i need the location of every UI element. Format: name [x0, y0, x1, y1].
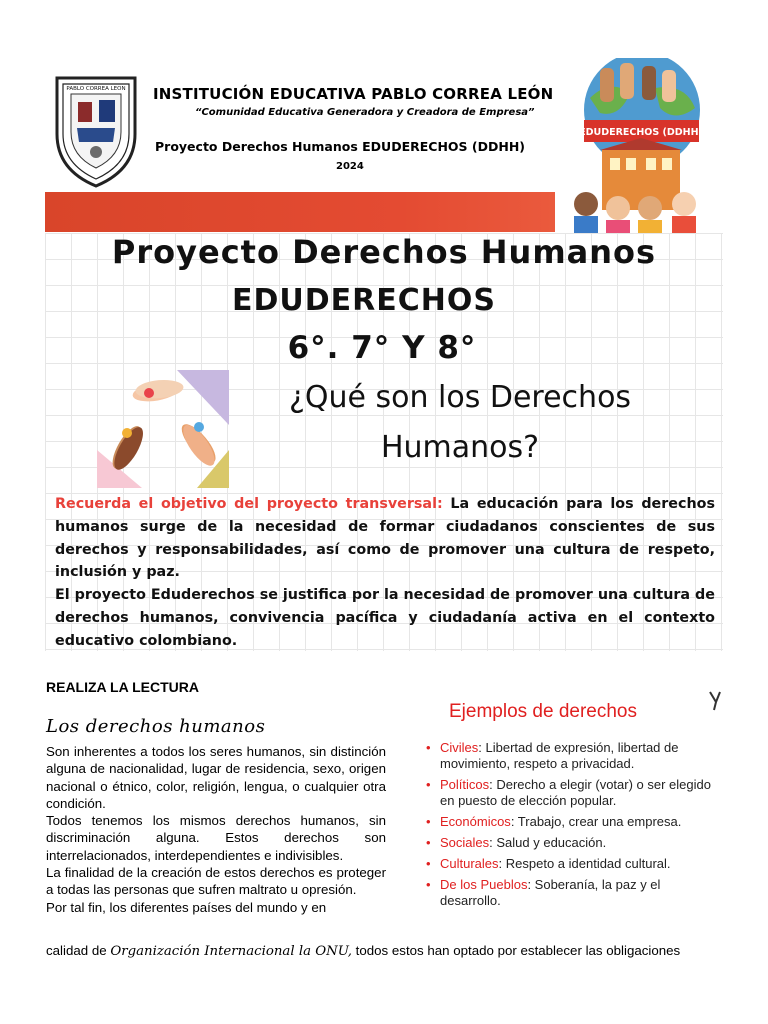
main-title-line-1: Proyecto Derechos Humanos	[111, 233, 657, 271]
project-objective	[55, 493, 715, 653]
bullet-icon: •	[426, 835, 431, 850]
reading-paragraph-1: Son inherentes a todos los seres humanos, sin distinción alguna de nacionalidad, lugar de residencia, sexo, origen nacional o étnico, color, religión, lengua, o cualquier otra condición.	[46, 744, 386, 811]
grid-section	[45, 233, 723, 651]
svg-text:PABLO CORREA LEON: PABLO CORREA LEON	[66, 86, 126, 92]
institution-name: INSTITUCIÓN EDUCATIVA PABLO CORREA LEÓN	[153, 85, 554, 103]
list-item	[424, 835, 724, 851]
example-text: : Respeto a identidad cultural.	[498, 856, 671, 871]
reading-heading: REALIZA LA LECTURA	[46, 679, 199, 695]
organization-name: Organización Internacional la ONU,	[110, 944, 352, 959]
final-line-end: todos estos han optado por establecer las obligaciones	[351, 943, 681, 958]
project-name: Proyecto Derechos Humanos EDUDERECHOS (DDHH)	[155, 139, 526, 154]
diverse-hands-circle-image	[97, 370, 229, 488]
reading-body	[46, 743, 386, 916]
list-item	[424, 814, 724, 830]
bullet-icon: •	[426, 877, 431, 892]
final-line-start: calidad de	[46, 943, 111, 958]
example-category: Económicos	[440, 814, 511, 829]
institution-motto: “Comunidad Educativa Generadora y Creadora de Empresa”	[195, 107, 535, 118]
list-item	[424, 740, 724, 772]
example-text: : Trabajo, crear una empresa.	[510, 814, 682, 829]
decorative-corner-mark	[708, 690, 722, 712]
list-item	[424, 777, 724, 809]
objective-paragraph-2: El proyecto Eduderechos se justifica por la necesidad de promover una cultura de derechos humanos, convivencia pacífica y ciudadanía activa en el contexto educativo colombiano.	[55, 587, 715, 649]
list-item	[424, 856, 724, 872]
objective-text-1: La educación para los derechos humanos surge de la necesidad de formar ciudadanos conscientes de sus derechos y responsabilidades, así como de promover una cultura de respeto, inclusión y paz.	[55, 496, 715, 581]
reading-subtitle: Los derechos humanos	[46, 716, 266, 737]
example-category: De los Pueblos	[440, 877, 528, 892]
header-red-bar	[45, 192, 555, 232]
school-shield-logo	[51, 72, 141, 190]
question-heading	[275, 373, 645, 473]
main-title-grades: 6°. 7° Y 8°	[287, 330, 477, 366]
document-header	[45, 58, 723, 233]
bullet-icon: •	[426, 856, 431, 871]
bullet-icon: •	[426, 777, 431, 792]
example-category: Civiles	[440, 740, 479, 755]
project-year: 2024	[336, 161, 364, 172]
eduderechos-poster-image	[560, 58, 723, 233]
example-text: : Libertad de expresión, libertad de movimiento, respeto a privacidad.	[440, 740, 679, 771]
list-item	[424, 877, 724, 909]
reading-paragraph-4: Por tal fin, los diferentes países del mundo y en	[46, 899, 327, 915]
example-text: : Salud y educación.	[489, 835, 607, 850]
reading-paragraph-3: La finalidad de la creación de estos derechos es proteger a todas las personas que sufren maltrato u opresión.	[46, 865, 386, 898]
main-title-line-2: EDUDERECHOS	[232, 283, 496, 318]
example-category: Sociales	[440, 835, 490, 850]
poster-label: EDUDERECHOS (DDHH)	[579, 127, 703, 138]
question-line-2: Humanos?	[380, 430, 540, 465]
bullet-icon: •	[426, 740, 431, 755]
example-category: Políticos	[440, 777, 490, 792]
reading-paragraph-2: Todos tenemos los mismos derechos humanos, sin discriminación alguna. Estos derechos son interrelacionados, interdependientes e indivisibles.	[46, 813, 386, 863]
question-line-1: ¿Qué son los Derechos	[288, 380, 632, 415]
objective-lead: Recuerda el objetivo del proyecto transversal:	[55, 496, 443, 512]
objective-paragraph-1	[55, 493, 715, 584]
bullet-icon: •	[426, 814, 431, 829]
example-category: Culturales	[440, 856, 499, 871]
example-text: : Soberanía, la paz y el desarrollo.	[440, 877, 661, 908]
examples-title: Ejemplos de derechos	[449, 701, 637, 722]
reading-final-line	[46, 943, 726, 959]
example-text: : Derecho a elegir (votar) o ser elegido en puesto de elección popular.	[440, 777, 711, 808]
rights-examples-list	[424, 740, 724, 914]
